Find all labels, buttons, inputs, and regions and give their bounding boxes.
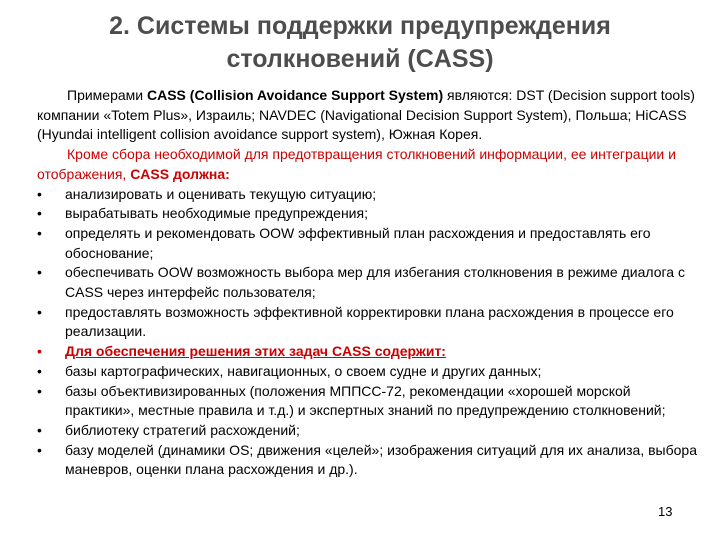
intro-prefix: Примерами [67, 87, 147, 103]
must-item [37, 303, 697, 342]
bullet-icon: • [37, 382, 42, 399]
contains-item-text: базы объективизированных (положения МППСС-72, рекомендации «хорошей морской практики», местные правила и т.д.) и экспертных знаний по предупреждению столкновений; [65, 382, 666, 419]
must-item [37, 204, 697, 224]
bullet-icon: • [37, 441, 42, 458]
bullet-icon: • [37, 185, 42, 202]
must-item-text: предоставлять возможность эффективной корректировки плана расхождения в процессе его реализации. [65, 303, 674, 340]
intro-rest: являются: DST (Decision support tools) компании «Totem Plus», Израиль; NAVDEC (Navigational Decision Support System), Польша; HiCASS (Hyundai intelligent collision avoidance support system), Южная Корея. [37, 87, 695, 143]
contains-item [37, 362, 697, 382]
must-item-text: вырабатывать необходимые предупреждения; [65, 205, 368, 222]
contains-item-text: базы картографических, навигационных, о своем судне и других данных; [65, 362, 542, 379]
must-item [37, 185, 697, 205]
bullet-icon: • [37, 362, 42, 379]
title-line-2: столкновений (CASS) [226, 45, 494, 73]
contains-item [37, 421, 697, 441]
bullet-icon: • [37, 224, 42, 241]
intro-paragraph [37, 86, 697, 145]
must-item-text: определять и рекомендовать OOW эффективный план расхождения и предоставлять его обоснование; [65, 224, 651, 261]
slide-body [37, 86, 697, 480]
bullet-icon: • [37, 303, 42, 320]
contains-item-text: базу моделей (динамики OS; движения «целей»; изображения ситуаций для их анализа, выбора маневров, оценки плана расхождения и др.). [65, 441, 697, 478]
title-line-1: 2. Системы поддержки предупреждения [109, 12, 611, 40]
must-item-text: обеспечивать OOW возможность выбора мер для избегания столкновения в режиме диалога с CASS через интерфейс пользователя; [65, 264, 685, 301]
intro-cass: CASS (Collision Avoidance Support System) [147, 87, 444, 103]
contains-item [37, 382, 697, 421]
requirement-bold: CASS должна: [130, 165, 230, 182]
page-number: 13 [658, 504, 673, 519]
contains-heading-text: Для обеспечения решения этих задач CASS содержит: [65, 343, 446, 360]
contains-item [37, 441, 697, 480]
must-item-text: анализировать и оценивать текущую ситуацию; [65, 185, 377, 202]
bullet-icon: • [37, 205, 42, 222]
contains-heading [37, 342, 697, 362]
must-item [37, 224, 697, 263]
requirement-text: Кроме сбора необходимой для предотвращения столкновений информации, ее интеграции и отображения, [37, 146, 676, 182]
requirement-paragraph [37, 145, 697, 184]
contains-item-text: библиотеку стратегий расхождений; [65, 421, 300, 438]
bullet-icon: • [37, 264, 42, 281]
bullet-icon: • [37, 343, 42, 360]
slide-title [40, 10, 680, 76]
bullet-icon: • [37, 421, 42, 438]
must-item [37, 263, 697, 302]
